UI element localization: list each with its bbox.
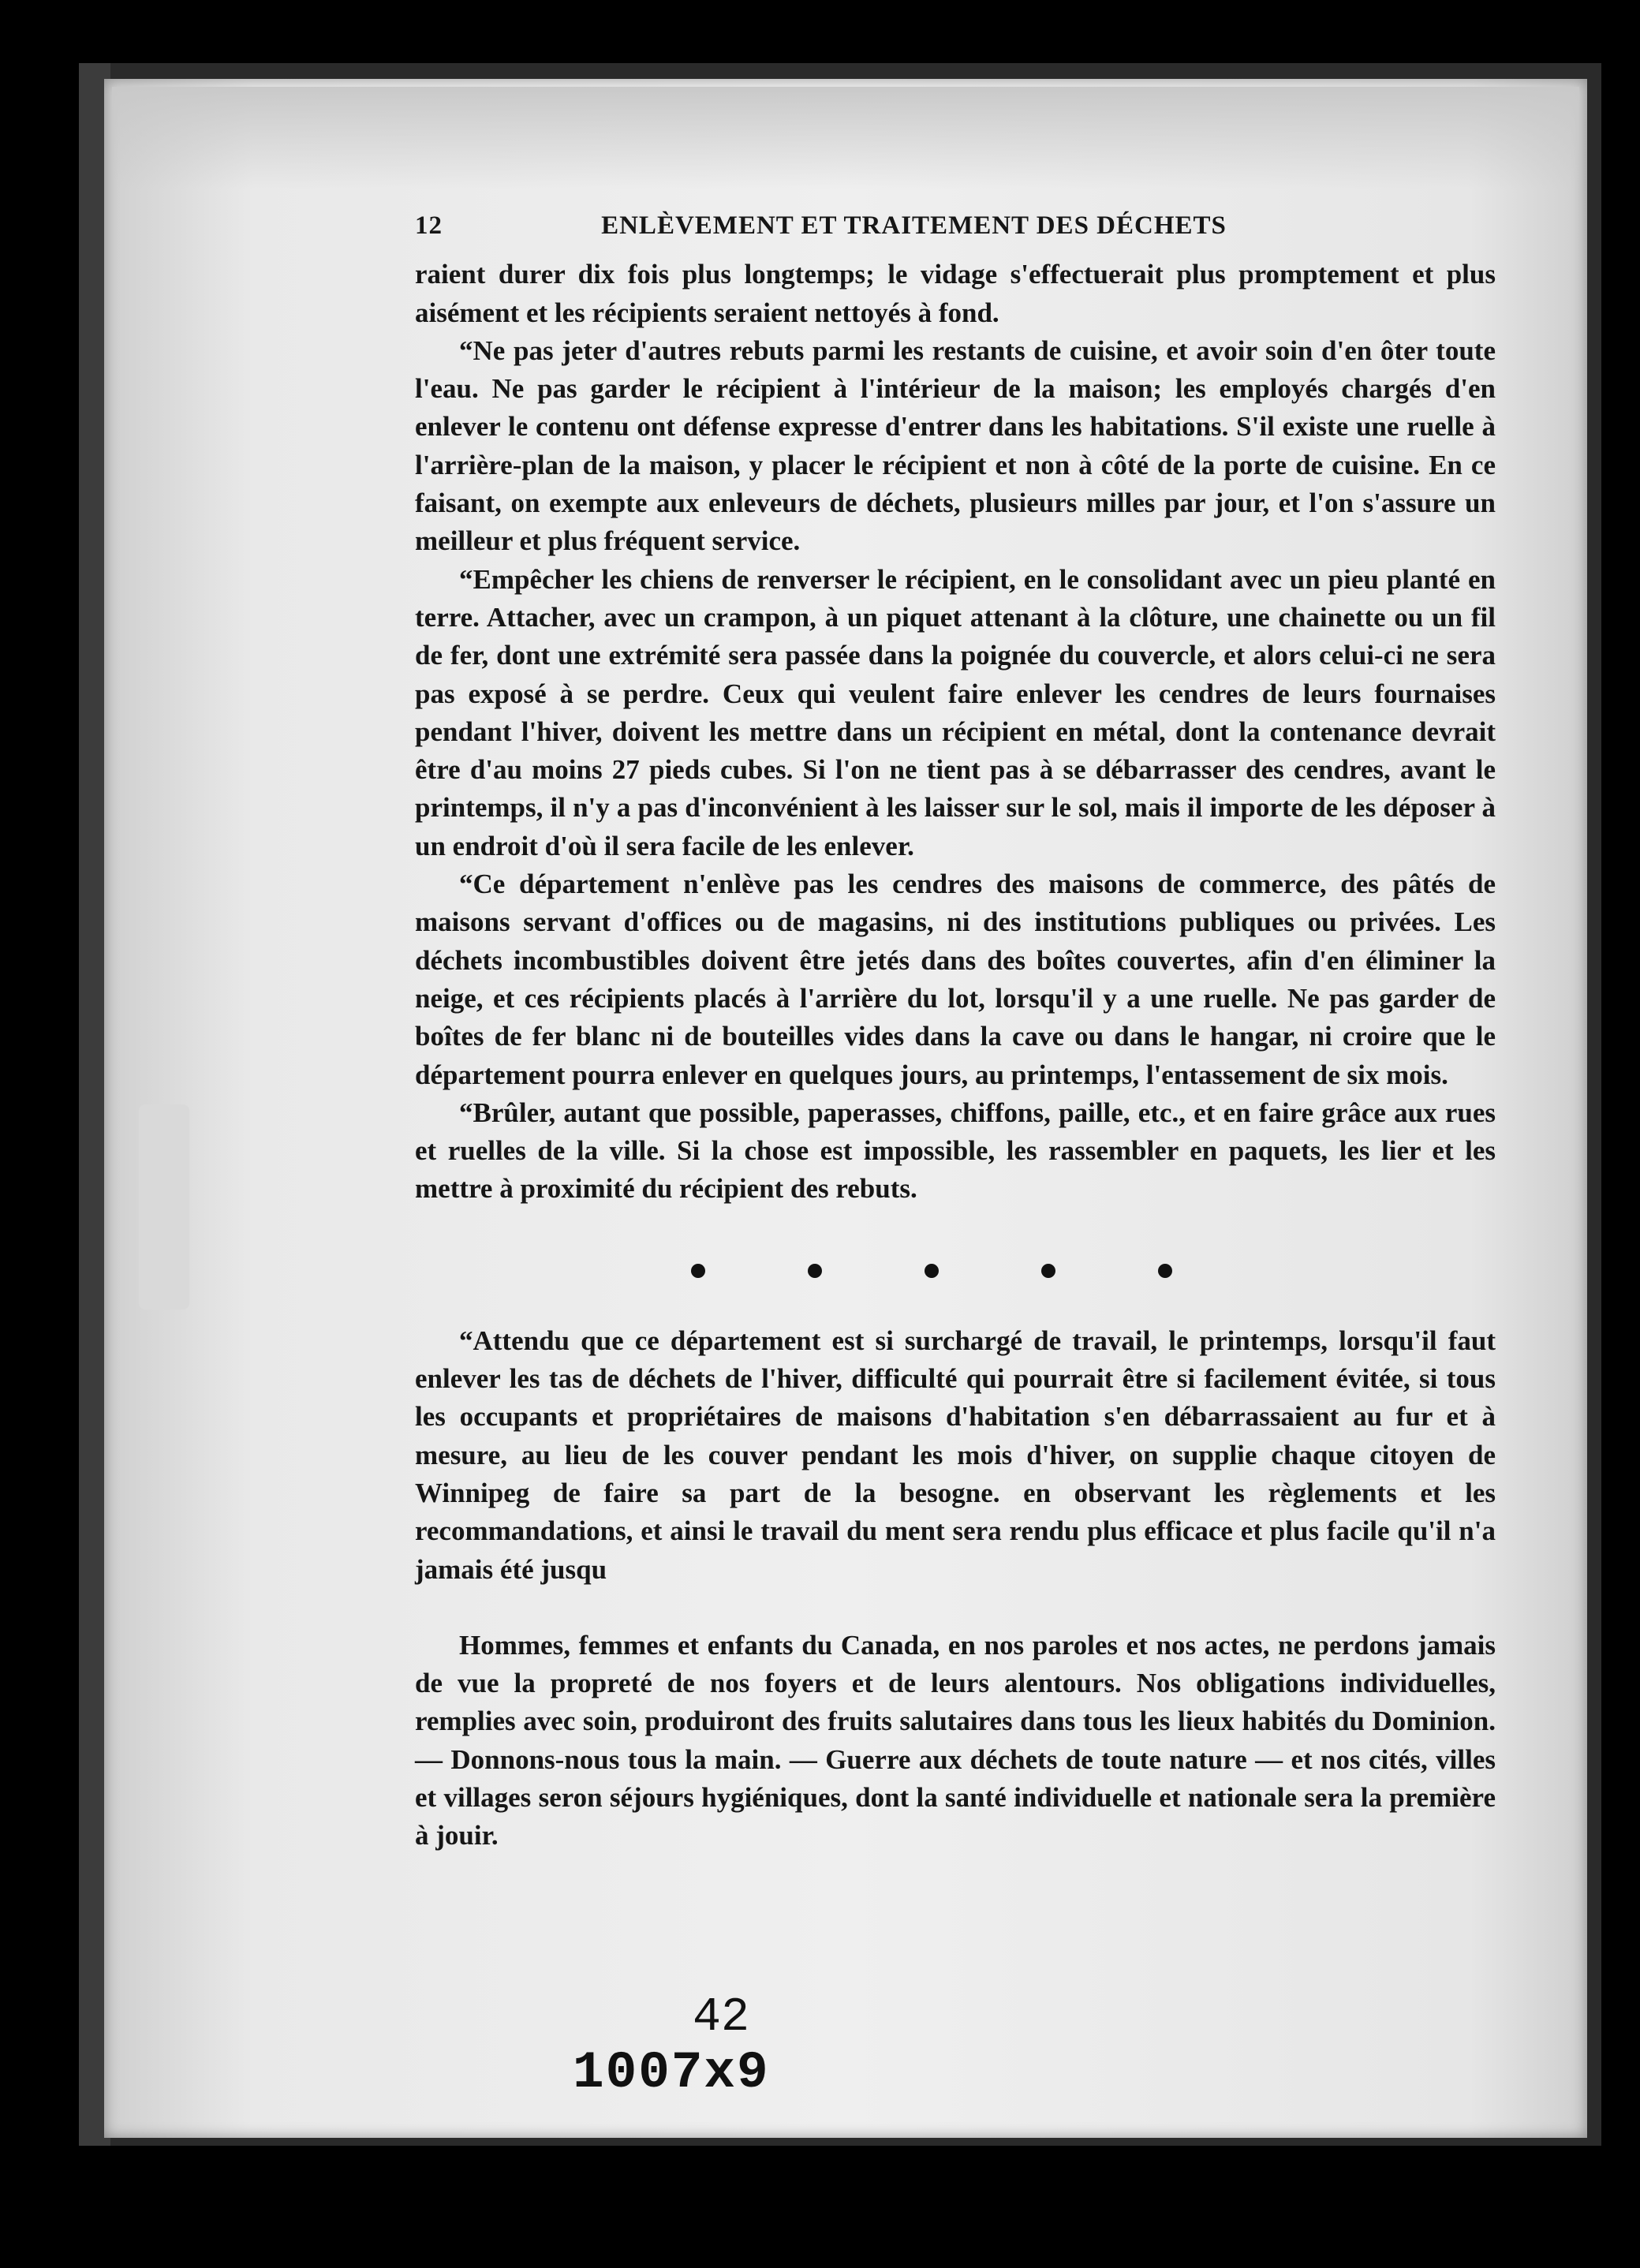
- paragraph-dogs-ashes: “Empêcher les chiens de renverser le récipient, en le consolidant avec un pieu planté en terre. Attacher, avec un crampon, à un piquet attenant à la clôture, une chainette ou un fil de fer, dont une extrémité sera passée dans la poignée du couvercle, et alors celui-ci ne sera pas exposé à se perdre. Ceux qui veulent faire enlever les cendres de leurs fournaises pendant l'hiver, doivent les mettre dans un récipient en métal, dont la contenance devrait être d'au moins 27 pieds cubes. Si l'on ne tient pas à se débarrasser des cendres, avant le printemps, il n'y a pas d'inconvénient à les laisser sur le sol, mais il importe de les déposer à un endroit d'où il sera facile de les enlever.: [415, 563, 1496, 861]
- page-header: [415, 207, 1496, 245]
- paragraph-department: “Ce département n'enlève pas les cendres des maisons de commerce, des pâtés de maisons servant d'offices ou de magasins, ni des institutions publiques ou privées. Les déchets incombustibles doivent être jetés dans des boîtes couvertes, afin d'en éliminer la neige, et ces récipients placés à l'arrière du lot, lorsqu'il y a une ruelle. Ne pas garder de boîtes de fer blanc ni de bouteilles vides dans la cave ou dans le hangar, ni croire que le département pourra enlever en quelques jours, au printemps, l'entassement de six mois.: [415, 869, 1496, 1090]
- paragraph-continuation: raient durer dix fois plus longtemps; le vidage s'effectuerait plus promptement et plus aisément et les récipients seraient nettoyés à fond.: [415, 259, 1496, 328]
- running-title: ENLÈVEMENT ET TRAITEMENT DES DÉCHETS: [601, 211, 1227, 240]
- paragraph-closing: Hommes, femmes et enfants du Canada, en nos paroles et nos actes, ne perdons jamais de vue la propreté de nos foyers et de leurs alentours. Nos obligations individuelles, remplies avec soin, produiront des fruits salutaires dans tous les lieux habités du Dominion. — Donnons-nous tous la main. — Guerre aux déchets de toute nature — et nos cités, villes et villages seron séjours hygiéniques, dont la santé individuelle et nationale sera la première à jouir.: [415, 1629, 1496, 1851]
- section-separator: [415, 1264, 1496, 1278]
- margin-patch: [139, 1104, 189, 1310]
- paragraph-burning: “Brûler, autant que possible, paperasses, chiffons, paille, etc., et en faire grâce aux rues et ruelles de la ville. Si la chose est impossible, les rassembler en paquets, les lier et les mettre à proximité du récipient des rebuts.: [415, 1097, 1496, 1205]
- archive-stamp-code: 1007x9: [573, 2043, 770, 2102]
- archive-stamp-number: 42: [693, 1991, 750, 2045]
- separator-dot: [808, 1264, 822, 1278]
- page-number: 12: [415, 211, 443, 240]
- paragraph-winnipeg: “Attendu que ce département est si surchargé de travail, le printemps, lorsqu'il faut enlever les tas de déchets de l'hiver, difficulté qui pourrait être si facilement évitée, si tous les occupants et propriétaires de maisons d'habitation s'en débarrassaient au fur et à mesure, au lieu de les couver pendant les mois d'hiver, on supplie chaque citoyen de Winnipeg de faire sa part de la besogne. en observant les règlements et les recommandations, et ainsi le travail du ment sera rendu plus efficace et plus facile qu'il n'a jamais été jusqu: [415, 1325, 1496, 1585]
- separator-dot: [1041, 1264, 1055, 1278]
- separator-dot: [1158, 1264, 1172, 1278]
- page-text: [415, 207, 1496, 1855]
- separator-dot: [691, 1264, 705, 1278]
- separator-dot: [925, 1264, 939, 1278]
- paragraph-kitchen-waste: “Ne pas jeter d'autres rebuts parmi les restants de cuisine, et avoir soin d'en ôter toute l'eau. Ne pas garder le récipient à l'intérieur de la maison; les employés chargés d'en enlever le contenu ont défense expresse d'entrer dans les habitations. S'il existe une ruelle à l'arrière-plan de la maison, y placer le récipient et non à côté de la porte de cuisine. En ce faisant, on exempte aux enleveurs de déchets, plusieurs milles par jour, et l'on s'assure un meilleur et plus fréquent service.: [415, 334, 1496, 557]
